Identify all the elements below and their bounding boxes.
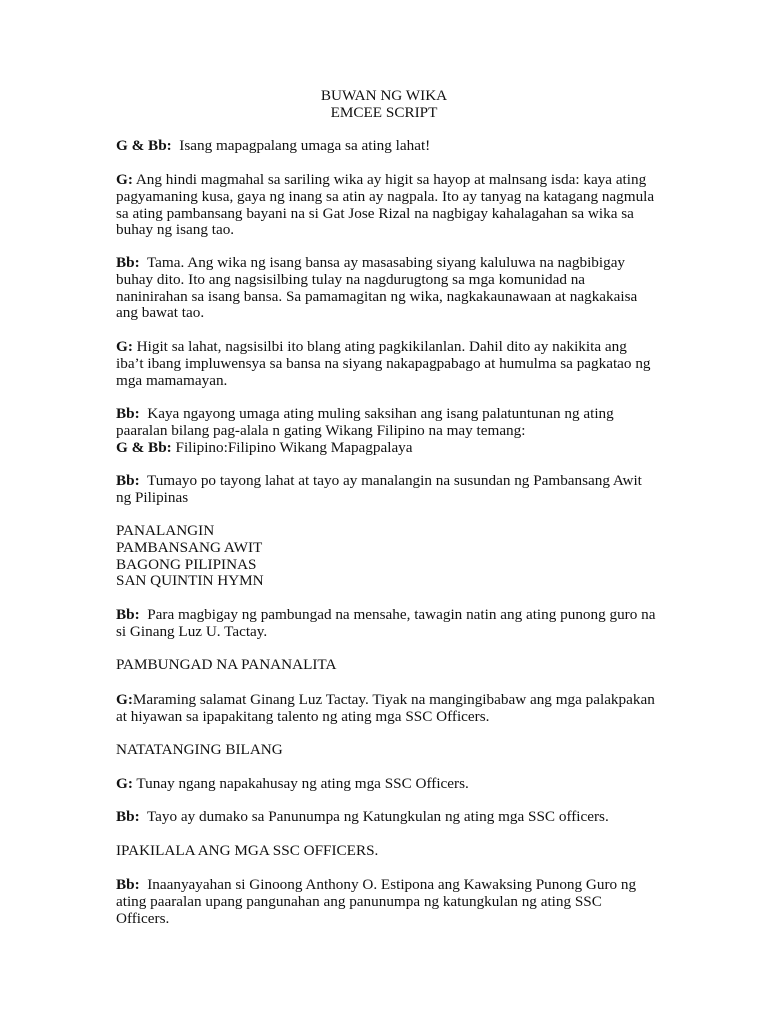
program-heading: NATATANGING BILANG xyxy=(116,741,283,758)
paragraph xyxy=(116,172,656,239)
speaker-label: G & Bb: xyxy=(116,137,172,154)
document-subtitle: EMCEE SCRIPT xyxy=(330,103,438,121)
script-line xyxy=(116,473,656,507)
paragraph xyxy=(116,606,660,641)
program-list xyxy=(116,523,656,590)
speaker-label: Bb: xyxy=(116,606,140,623)
script-line xyxy=(116,172,656,239)
paragraph-text: Higit sa lahat, nagsisilbi ito blang ating pagkikilanlan. Dahil dito ay nakikita ang iba’t ibang impluwensya sa bansa na siyang nakapagpabago at humulma sa pagkatao ng mga mamamayan. xyxy=(116,338,655,389)
program-heading-block xyxy=(116,657,656,674)
script-line xyxy=(116,606,660,641)
program-heading: IPAKILALA ANG MGA SSC OFFICERS. xyxy=(116,842,379,859)
speaker-label: Bb: xyxy=(116,472,140,489)
speaker-label: Bb: xyxy=(116,254,140,271)
paragraph-text: Inaanyayahan si Ginoong Anthony O. Estipona ang Kawaksing Punong Guro ng ating paaralan upang pangunahan ang panunumpa ng katungkulan ng ating SSC Officers. xyxy=(116,876,640,927)
speaker-label: Bb: xyxy=(116,808,140,825)
paragraph xyxy=(116,691,659,726)
paragraph-text: Maraming salamat Ginang Luz Tactay. Tiyak na mangingibabaw ang mga palakpakan at hiyawan sa ipapakitang talento ng ating mga SSC Officers. xyxy=(116,691,659,725)
speaker-label: G: xyxy=(116,171,133,188)
paragraph xyxy=(116,406,656,440)
speaker-label: G: xyxy=(116,338,133,355)
document-title: BUWAN NG WIKA xyxy=(320,87,448,104)
program-heading: PAMBUNGAD NA PANANALITA xyxy=(116,656,337,673)
script-line xyxy=(116,339,656,389)
script-line xyxy=(116,776,656,793)
speaker-label: G & Bb: xyxy=(116,438,172,456)
paragraph-text: Tunay ngang napakahusay ng ating mga SSC Officers. xyxy=(132,775,469,792)
speaker-label: Bb: xyxy=(116,876,140,893)
program-item: BAGONG PILIPINAS xyxy=(116,555,257,573)
paragraph xyxy=(116,776,656,793)
program-heading-block xyxy=(116,742,656,759)
program-heading-block xyxy=(116,843,656,860)
speaker-label: G: xyxy=(116,691,133,708)
paragraph xyxy=(116,440,656,457)
paragraph-text: Tama. Ang wika ng isang bansa ay masasabing siyang kaluluwa na nagbibigay buhay dito. Ito ang nagsisilbing tulay na nagdurugtong sa mga komunidad na naninirahan sa isang bansa. Sa pamamagitan ng wika, nagkakaunawaan at nagkakaisa ang bawat tao. xyxy=(116,254,642,322)
script-line xyxy=(116,255,656,322)
script-line xyxy=(116,809,656,826)
script-line xyxy=(116,406,656,456)
program-item: SAN QUINTIN HYMN xyxy=(116,572,264,590)
paragraph xyxy=(116,473,656,507)
document-title-block xyxy=(0,88,768,122)
speaker-label: G: xyxy=(116,775,133,792)
paragraph xyxy=(116,255,656,322)
paragraph-text: Tayo ay dumako sa Panunumpa ng Katungkulan ng ating mga SSC officers. xyxy=(139,808,609,825)
program-item: PAMBANSANG AWIT xyxy=(116,538,263,556)
paragraph-text: Ang hindi magmahal sa sariling wika ay higit sa hayop at malnsang isda: kaya ating pagyamaning kusa, gaya ng inang sa atin ay nagpala. Ito ay tanyag na katagang nagmula sa ating pambansang bayani na si Gat Jose Rizal na nagbigay kahalagahan sa wika sa buhay ng isang tao. xyxy=(116,171,658,239)
paragraph-text: Para magbigay ng pambungad na mensahe, tawagin natin ang ating punong guro na si Ginang Luz U. Tactay. xyxy=(116,606,660,640)
speaker-label: Bb: xyxy=(116,405,140,422)
paragraph xyxy=(116,809,656,826)
paragraph-text: Isang mapagpalang umaga sa ating lahat! xyxy=(171,137,431,154)
paragraph-text: Filipino:Filipino Wikang Mapagpalaya xyxy=(171,438,413,456)
script-line xyxy=(116,691,659,726)
paragraph-text: Tumayo po tayong lahat at tayo ay manalangin na susundan ng Pambansang Awit ng Pilipinas xyxy=(116,472,646,506)
paragraph xyxy=(116,138,656,155)
paragraph xyxy=(116,877,656,927)
script-line xyxy=(116,877,656,927)
paragraph-text: Kaya ngayong umaga ating muling saksihan ang isang palatuntunan ng ating paaralan bilang pag-alala n gating Wikang Filipino na may temang: xyxy=(116,405,618,439)
paragraph xyxy=(116,339,656,389)
script-line xyxy=(116,138,656,155)
program-item: PANALANGIN xyxy=(116,522,215,539)
